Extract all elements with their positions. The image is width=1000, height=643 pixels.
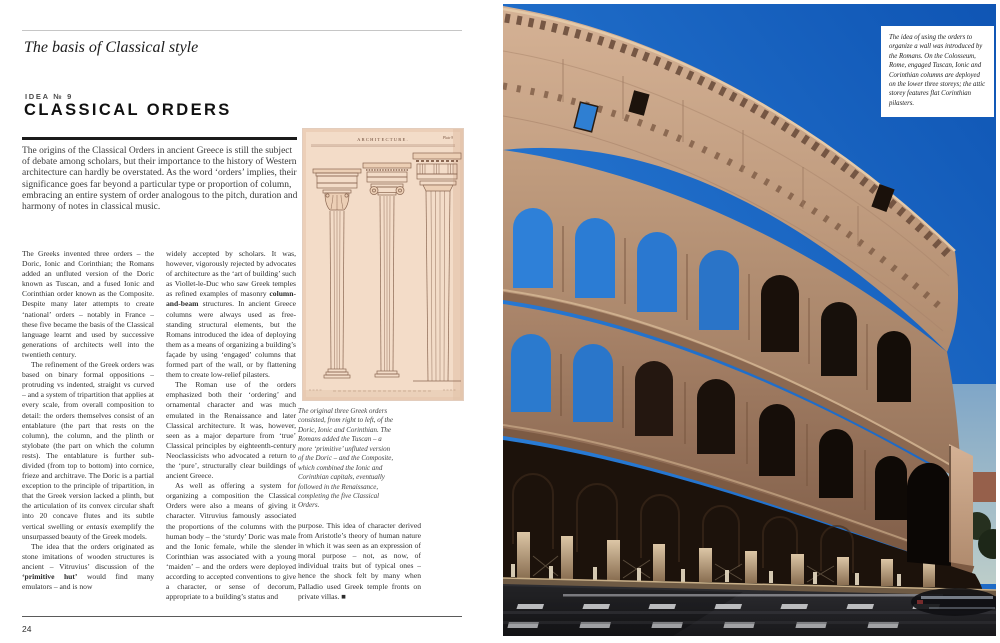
paragraph: The Roman use of the orders emphasized both their ‘ordering’ and ornamental character and was much emulated in the Renaissance and later Classical architecture. It was, however, seen as a major departure from ‘true’ Classical principles by eighteenth-century Neoclassicists who advocated a return to the ‘pure’, structurally clear buildings of ancient Greece. <box>166 380 296 481</box>
intro-rule <box>22 137 297 140</box>
plate-caption: The original three Greek orders consisted, from right to left, of the Doric, Ionic and Corinthian. The Romans added the Tuscan – a more ‘primitive’ unfluted version of the Doric – and the Composite, which combined the Ionic and Corinthian capitals, eventually followed in the Renaissance, completing the five Classical Orders. <box>298 407 394 510</box>
entrance-pier <box>949 444 973 566</box>
body-column-3 <box>298 521 421 613</box>
plate-number-text: Plate 9 <box>442 136 453 140</box>
top-rule <box>22 30 462 31</box>
page-number: 24 <box>22 624 32 634</box>
idea-number-label: IDEA № 9 <box>25 92 73 101</box>
photo-caption-text: The idea of using the orders to organize a wall was introduced by the Romans. On the Colosseum, Rome, engaged Tuscan, Ionic and Corinthian columns are deployed on the lower three storeys; the attic storey features flat Corinthian pilasters. <box>889 34 986 107</box>
paragraph: widely accepted by scholars. It was, however, vigorously rejected by advocates of architecture as the ‘art of building’ such as Viollet-le-Duc who saw Greek temples as refined examples of masonry column-and-beam structures. In ancient Greece columns were always used as free-standing structural elements, but the Romans introduced the idea of deploying them as a means of organizing a building’s façade by using ‘engaged’ columns that formed part of the wall, or by flattening them to create low-relief pilasters. <box>166 249 296 380</box>
photo-caption-box <box>881 26 994 117</box>
plate-header-text: ARCHITECTURE. <box>357 137 409 142</box>
colosseum-photo <box>503 4 996 636</box>
body-column-1 <box>22 249 154 617</box>
plate-bottom-shade <box>303 390 463 400</box>
entrance-arch <box>907 463 951 566</box>
article-title: CLASSICAL ORDERS <box>24 101 232 119</box>
intro-paragraph: The origins of the Classical Orders in ancient Greece is still the subject of debate among scholars, but their importance to the history of Western architecture can hardly be overstated. As the word ‘orders’ implies, their significance goes far beyond a particular type or proportion of column, embracing an entire system of order analogous to the pitch, duration and harmony of notes in classical music. <box>22 146 298 213</box>
engraving-plate <box>303 129 463 400</box>
blurred-vehicle <box>911 588 996 616</box>
paragraph: The refinement of the Greek orders was based on binary formal oppositions – protruding vs indented, straight vs curved – and a system of tripartition that applies at every scale, from overall composition to detail: the orders themselves consist of an entablature (the part that rests on the column), the column, and the plinth or stylobate (the part on which the column rests). The entablature is further sub-divided (from top to bottom) into cornice, frieze and architrave. The Doric is a partial exception to the principle of tripartition, in that the Greek version lacked a plinth, but the articulation of its convex circular shaft into 20 concave flutes and its subtle vertical swelling or entasis exemplify the unsurpassed beauty of the Greek models. <box>22 360 154 541</box>
paragraph: purpose. This idea of character derived from Aristotle’s theory of human nature in which it was seen as an expression of moral purpose – not, as now, of individual traits but of typical ones – hence the shock felt by many when Palladio used Greek temple fronts on private villas. ■ <box>298 521 421 601</box>
paragraph: The idea that the orders originated as stone imitations of wooden structures is ancient – Vitruvius’ discussion of the ‘primitive hut’ would find many emulators – and is now <box>22 541 154 592</box>
plate-edge-shade <box>453 129 463 400</box>
body-column-2 <box>166 249 296 617</box>
running-head: The basis of Classical style <box>24 39 199 56</box>
orders-engraving-svg <box>303 129 463 400</box>
bottom-rule <box>22 616 462 617</box>
lane-line <box>563 594 943 597</box>
paragraph: The Greeks invented three orders – the Doric, Ionic and Corinthian; the Romans added an unfluted version of the Doric known as Tuscan, and a fused Ionic and Corinthian order known as the Composite. Despite many later attempts to create ‘national’ orders – notably in France – these five became the basis of the Classical language learnt and used by successive generations of architects well into the twentieth century. <box>22 249 154 359</box>
paragraph: As well as offering a system for organizing a composition the Classical Orders were also a means of giving it character. Vitruvius famously associated the proportions of the columns with the human body – the ‘sturdy’ Doric was male and the Ionic female, while the slender Corinthian was associated with a young ‘maiden’ – and the orders were deployed according to accepted conventions to give a character, or sense of decorum, appropriate to a building’s status and <box>166 481 296 602</box>
